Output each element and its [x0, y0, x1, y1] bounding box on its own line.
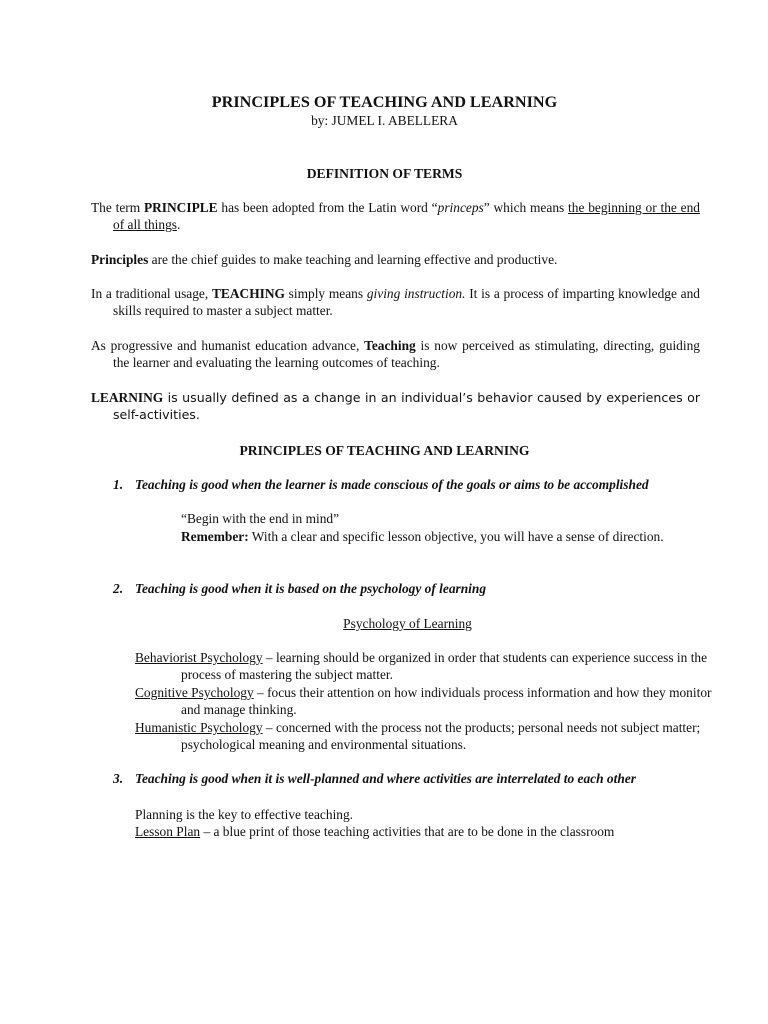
item-2-heading: Teaching is good when it is based on the psychology of learning: [135, 581, 487, 596]
p1-term-principle: PRINCIPLE: [143, 200, 218, 215]
item-1-remember: [181, 528, 681, 545]
p3-term-teaching: TEACHING: [211, 286, 285, 301]
definition-principles: [91, 251, 700, 268]
definition-progressive-teaching: [91, 337, 700, 371]
behaviorist-term: Behaviorist Psychology: [135, 650, 263, 665]
psychology-heading-text: Psychology of Learning: [343, 616, 472, 631]
item-3-planning: Planning is the key to effective teaching.: [135, 807, 354, 822]
lesson-plan-text: – a blue print of those teaching activities that are to be done in the classroom: [200, 824, 615, 839]
item-3-lesson-plan: [135, 823, 680, 840]
p1-text-c: has been adopted from the Latin word “: [217, 200, 438, 215]
humanistic-term: Humanistic Psychology: [135, 720, 263, 735]
humanistic-text: – concerned with the process not the products; personal needs not subject matter; psychological meaning and environmental situations.: [181, 720, 701, 752]
definitions-heading: DEFINITION OF TERMS: [306, 166, 463, 181]
cognitive-term: Cognitive Psychology: [135, 685, 254, 700]
item-3-heading: Teaching is good when it is well-planned and where activities are interrelated to each other: [135, 771, 636, 786]
remember-label: Remember:: [181, 529, 249, 544]
p2-text: are the chief guides to make teaching and learning effective and productive.: [148, 252, 558, 267]
p1-underlined-meaning: the beginning or the end of all things: [113, 200, 700, 232]
document-byline: by: JUMEL I. ABELLERA: [311, 113, 458, 128]
p1-latin-word: princeps: [437, 200, 484, 215]
cognitive-psychology: [135, 684, 726, 718]
psychology-heading: [135, 615, 680, 632]
item-2-number: 2.: [113, 581, 124, 596]
lesson-plan-term: Lesson Plan: [135, 824, 201, 839]
p5-term-learning: LEARNING: [91, 390, 164, 405]
principles-heading: PRINCIPLES OF TEACHING AND LEARNING: [239, 443, 530, 458]
item-3-number: 3.: [113, 771, 124, 786]
behaviorist-psychology: [135, 649, 726, 683]
document-title: PRINCIPLES OF TEACHING AND LEARNING: [211, 93, 558, 111]
p1-text-e: ” which means: [483, 200, 569, 215]
p1-text-a: The term: [91, 200, 144, 215]
p3-text-e: It is a process of imparting knowledge and skills required to master a subject matter.: [113, 286, 700, 318]
humanistic-psychology: [135, 719, 726, 753]
definition-teaching: [91, 285, 700, 319]
p3-text-c: simply means: [284, 286, 367, 301]
item-1-quote: “Begin with the end in mind”: [181, 511, 340, 526]
cognitive-text: – focus their attention on how individuals process information and how they monitor and manage thinking.: [181, 685, 712, 717]
remember-text: With a clear and specific lesson objective, you will have a sense of direction.: [248, 529, 664, 544]
behaviorist-text: – learning should be organized in order that students can experience success in the process of mastering the subject matter.: [181, 650, 708, 682]
p2-term-principles: Principles: [91, 252, 149, 267]
p5-text: is usually defined as a change in an individual’s behavior caused by experiences or self-activities.: [113, 390, 700, 422]
definition-principle: [91, 199, 700, 233]
p3-text-a: In a traditional usage,: [91, 286, 212, 301]
p1-text-g: .: [176, 217, 181, 232]
item-1-heading: Teaching is good when the learner is made conscious of the goals or aims to be accomplished: [135, 477, 649, 492]
definition-learning: [91, 389, 700, 423]
p4-text-a: As progressive and humanist education advance,: [91, 338, 365, 353]
p4-term-teaching: Teaching: [364, 338, 416, 353]
p4-text-c: is now perceived as stimulating, directing, guiding the learner and evaluating the learning outcomes of teaching.: [113, 338, 700, 370]
item-1-number: 1.: [113, 477, 124, 492]
p3-italic-phrase: giving instruction.: [366, 286, 466, 301]
